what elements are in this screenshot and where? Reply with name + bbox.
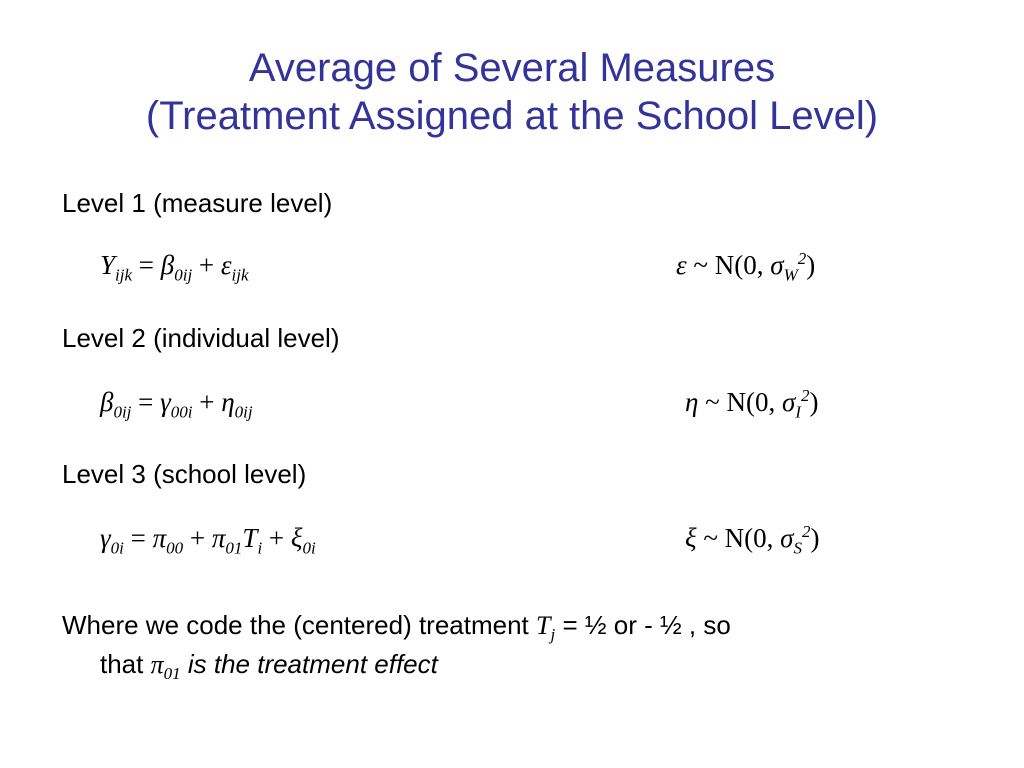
symbol-epsilon: ε xyxy=(676,250,687,280)
subscript: 0ij xyxy=(113,402,132,422)
symbol-pi: π xyxy=(211,523,226,553)
symbol-sigma: σ xyxy=(770,250,784,280)
subscript: 0i xyxy=(110,538,124,558)
symbol-t: T xyxy=(536,611,551,640)
close-paren: ) xyxy=(806,250,816,280)
symbol-t: T xyxy=(242,523,258,553)
symbol-eta: η xyxy=(685,387,699,417)
symbol-xi: ξ xyxy=(685,523,697,553)
symbol-pi: π xyxy=(150,650,164,679)
level1-equation xyxy=(100,248,249,285)
symbol-beta: β xyxy=(160,250,175,280)
level1-distribution xyxy=(676,248,816,285)
subscript: I xyxy=(795,402,802,422)
plus: + xyxy=(192,387,222,417)
equals: = xyxy=(132,250,161,280)
level2-heading: Level 2 (individual level) xyxy=(62,323,340,353)
plus: + xyxy=(262,523,291,553)
distribution-text: ~ N(0, xyxy=(698,387,783,417)
note-line-2 xyxy=(62,645,962,684)
subscript: 0ij xyxy=(234,402,253,422)
title-line-1: Average of Several Measures xyxy=(248,46,776,90)
note-emphasis: is the treatment effect xyxy=(180,649,438,679)
subscript: j xyxy=(550,625,556,645)
symbol-xi: ξ xyxy=(290,523,303,553)
subscript: 0ij xyxy=(174,265,193,285)
level3-equation xyxy=(100,521,316,558)
symbol-eta: η xyxy=(221,387,235,417)
subscript: 00 xyxy=(166,538,184,558)
level2-equation xyxy=(100,385,253,422)
title-line-2: (Treatment Assigned at the School Level) xyxy=(145,94,879,138)
note-text: = ½ or - ½ , so xyxy=(555,610,731,640)
superscript: 2 xyxy=(802,522,811,541)
subscript: 00i xyxy=(170,402,193,422)
close-paren: ) xyxy=(809,387,819,417)
close-paren: ) xyxy=(810,523,820,553)
level2-distribution xyxy=(685,385,819,422)
symbol-epsilon: ε xyxy=(220,250,232,280)
equals: = xyxy=(123,523,153,553)
subscript: 01 xyxy=(225,538,243,558)
treatment-note xyxy=(62,606,962,684)
note-text: Where we code the (centered) treatment xyxy=(62,610,537,640)
level3-heading: Level 3 (school level) xyxy=(62,459,307,489)
distribution-text: ~ N(0, xyxy=(696,523,781,553)
plus: + xyxy=(192,250,221,280)
note-text: that xyxy=(100,649,151,679)
symbol-pi: π xyxy=(152,523,167,553)
equals: = xyxy=(131,387,161,417)
subscript: ijk xyxy=(115,265,133,285)
symbol-gamma: γ xyxy=(160,387,171,417)
slide-title xyxy=(0,44,1024,140)
distribution-text: ~ N(0, xyxy=(686,250,771,280)
subscript: S xyxy=(793,538,802,558)
superscript: 2 xyxy=(801,386,810,405)
subscript: ijk xyxy=(231,265,249,285)
symbol-beta: β xyxy=(100,387,114,417)
symbol-y: Y xyxy=(100,250,116,280)
level1-heading: Level 1 (measure level) xyxy=(62,188,333,218)
level3-distribution xyxy=(685,521,820,558)
subscript: 0i xyxy=(302,538,316,558)
plus: + xyxy=(183,523,212,553)
symbol-sigma: σ xyxy=(780,523,794,553)
subscript: i xyxy=(257,538,263,558)
symbol-sigma: σ xyxy=(782,387,796,417)
superscript: 2 xyxy=(797,249,807,268)
subscript: 01 xyxy=(163,664,181,684)
symbol-gamma: γ xyxy=(100,523,111,553)
subscript: W xyxy=(783,265,798,285)
